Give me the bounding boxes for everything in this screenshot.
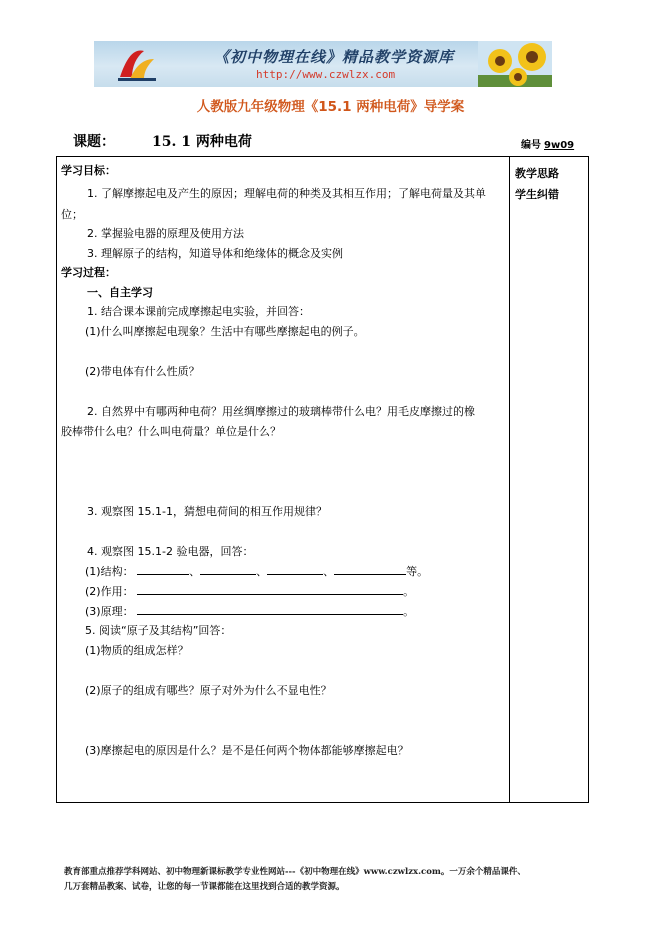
objective-1-line1: 1. 了解摩擦起电及产生的原因；理解电荷的种类及其相互作用；了解电荷量及其单 — [87, 187, 486, 200]
function-blank[interactable] — [137, 583, 403, 595]
side-column — [515, 163, 559, 205]
footer-line-1: 教育部重点推荐学科网站、初中物理新课标教学专业性网站---《初中物理在线》www.czwlzx.com。一万余个精品课件、 — [64, 867, 526, 877]
banner-title: 《初中物理在线》精品教学资源库 — [214, 48, 455, 66]
question-3: 3. 观察图 15.1-1，猜想电荷间的相互作用规律？ — [87, 505, 327, 518]
sunflower-image-icon — [478, 41, 552, 87]
site-logo-icon — [114, 47, 160, 83]
code-label: 编号 — [521, 140, 541, 151]
structure-blank-2[interactable] — [200, 563, 256, 575]
document-title: 人教版九年级物理《15.1 两种电荷》导学案 — [196, 99, 465, 115]
side-teaching-ideas: 教学思路 — [515, 167, 559, 180]
structure-blank-1[interactable] — [137, 563, 189, 575]
section-self-study: 一、自主学习 — [87, 286, 153, 299]
structure-end: 等。 — [406, 565, 429, 578]
lesson-code — [521, 136, 574, 151]
question-1: 1. 结合课本课前完成摩擦起电实验，并回答： — [87, 305, 310, 318]
objective-1-line2: 位； — [61, 208, 83, 221]
separator-1: 、 — [189, 565, 201, 578]
separator-3: 、 — [323, 565, 335, 578]
column-divider — [509, 156, 510, 803]
question-5-2: (2)原子的组成有哪些？原子对外为什么不显电性？ — [85, 684, 332, 697]
question-4-structure — [85, 563, 428, 579]
structure-blank-3[interactable] — [267, 563, 323, 575]
structure-label: (1)结构： — [85, 565, 134, 578]
question-4: 4. 观察图 15.1-2 验电器，回答： — [87, 545, 254, 558]
principle-blank[interactable] — [137, 603, 403, 615]
question-5-1: (1)物质的组成怎样？ — [85, 644, 189, 657]
question-1-2: (2)带电体有什么性质？ — [85, 365, 200, 378]
principle-period: 。 — [403, 605, 415, 618]
question-2-line2: 胶棒带什么电？什么叫电荷量？单位是什么？ — [61, 425, 281, 438]
question-2-line1: 2. 自然界中有哪两种电荷？用丝绸摩擦过的玻璃棒带什么电？用毛皮摩擦过的橡 — [87, 405, 475, 418]
lesson-label: 课题： — [73, 134, 115, 150]
structure-blank-4[interactable] — [334, 563, 406, 575]
separator-2: 、 — [256, 565, 268, 578]
process-heading: 学习过程： — [61, 266, 116, 279]
objective-3: 3. 理解原子的结构，知道导体和绝缘体的概念及实例 — [87, 247, 343, 260]
question-4-principle — [85, 603, 414, 619]
side-student-corrections: 学生纠错 — [515, 188, 559, 201]
question-5-3: (3)摩擦起电的原因是什么？是不是任何两个物体都能够摩擦起电？ — [85, 744, 409, 757]
banner-url[interactable]: http://www.czwlzx.com — [256, 68, 396, 81]
footer-line-2: 几万套精品教案、试卷，让您的每一节课都能在这里找到合适的教学资源。 — [64, 882, 345, 892]
principle-label: (3)原理： — [85, 605, 134, 618]
question-1-1: (1)什么叫摩擦起电现象？生活中有哪些摩擦起电的例子。 — [85, 325, 365, 338]
objective-2: 2. 掌握验电器的原理及使用方法 — [87, 227, 244, 240]
function-period: 。 — [403, 585, 415, 598]
footer — [64, 865, 604, 895]
header-banner — [94, 41, 552, 87]
objectives-heading: 学习目标： — [61, 164, 116, 177]
lesson-name: 15. 1 两种电荷 — [152, 134, 252, 150]
function-label: (2)作用： — [85, 585, 134, 598]
question-4-function — [85, 583, 414, 599]
question-5: 5. 阅读“原子及其结构”回答： — [85, 624, 232, 637]
code-value: 9w09 — [544, 140, 575, 151]
